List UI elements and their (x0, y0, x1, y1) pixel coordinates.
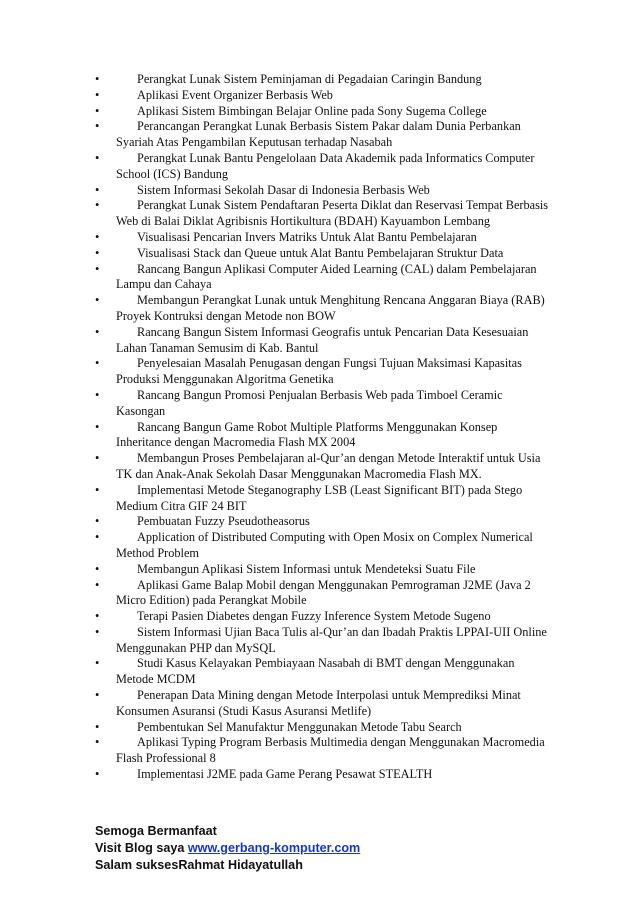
list-item-text: Aplikasi Event Organizer Berbasis Web (137, 87, 333, 102)
bullet-icon: • (95, 624, 100, 639)
list-item-text: Sistem Informasi Sekolah Dasar di Indonesia Berbasis Web (137, 182, 430, 197)
list-item-text: Aplikasi Sistem Bimbingan Belajar Online pada Sony Sugema College (137, 103, 487, 118)
list-item (95, 483, 550, 515)
list-item-text: Studi Kasus Kelayakan Pembiayaan Nasabah di BMT dengan Menggunakan Metode MCDM (116, 656, 515, 687)
bullet-icon: • (95, 72, 100, 86)
bullet-icon: • (95, 530, 100, 545)
bullet-icon: • (95, 261, 100, 276)
list-item-text: Penerapan Data Mining dengan Metode Interpolasi untuk Memprediksi Minat Konsumen Asuransi (Studi Kasus Asuransi Metlife) (116, 688, 521, 718)
bullet-icon: • (95, 735, 100, 750)
list-item-text: Pembuatan Fuzzy Pseudotheasorus (137, 514, 310, 529)
list-item-text: Perangkat Lunak Sistem Pendaftaran Peserta Diklat dan Reservasi Tempat Berbasis Web di Balai Diklat Agribisnis Hortikultura (BDAH) Kayuambon Lembang (116, 198, 549, 229)
list-item (95, 230, 550, 246)
bullet-icon: • (95, 198, 100, 213)
list-item (95, 72, 550, 88)
bullet-icon: • (95, 514, 100, 529)
bullet-icon: • (95, 87, 100, 102)
bullet-icon: • (95, 419, 100, 434)
list-item (95, 198, 550, 230)
bullet-icon: • (95, 293, 100, 308)
list-item (95, 119, 550, 151)
bullet-icon: • (95, 119, 100, 134)
list-item-text: Visualisasi Stack dan Queue untuk Alat Bantu Pembelajaran Struktur Data (137, 245, 504, 260)
list-item (95, 562, 550, 578)
list-item-text: Membangun Proses Pembelajaran al-Qur’an dengan Metode Interaktif untuk Usia TK dan Anak-Anak Sekolah Dasar Menggunakan Macromedia Flash MX. (116, 451, 541, 481)
list-item-text: Implementasi J2ME pada Game Perang Pesawat STEALTH (137, 767, 433, 782)
bullet-icon: • (95, 767, 100, 782)
bullet-icon: • (95, 387, 100, 402)
bullet-icon: • (95, 356, 100, 371)
bullet-icon: • (95, 229, 100, 244)
list-item (95, 578, 550, 610)
footer-visit-prefix: Visit Blog saya (95, 841, 188, 855)
bullet-icon: • (95, 150, 100, 165)
bullet-icon: • (95, 688, 100, 703)
list-item-text: Rancang Bangun Sistem Informasi Geografis untuk Pencarian Data Kesesuaian Lahan Tanaman Semusim di Kab. Bantul (116, 324, 529, 355)
list-item-text: Membangun Aplikasi Sistem Informasi untuk Mendeteksi Suatu File (137, 561, 476, 576)
blog-link[interactable]: www.gerbang-komputer.com (187, 841, 361, 855)
footer-signature: Salam suksesRahmat Hidayatullah (95, 858, 303, 872)
list-item (95, 735, 550, 767)
list-item-text: Terapi Pasien Diabetes dengan Fuzzy Inference System Metode Sugeno (137, 609, 491, 624)
bullet-icon: • (95, 324, 100, 339)
list-item-text: Implementasi Metode Steganography LSB (Least Significant BIT) pada Stego Medium Citra GIF 24 BIT (116, 482, 523, 513)
bullet-icon: • (95, 451, 100, 466)
list-item-text: Perangkat Lunak Sistem Peminjaman di Pegadaian Caringin Bandung (137, 72, 482, 86)
list-item (95, 388, 550, 420)
list-item-text: Application of Distributed Computing with Open Mosix on Complex Numerical Method Problem (116, 530, 533, 560)
list-item (95, 88, 550, 104)
list-item-text: Penyelesaian Masalah Penugasan dengan Fungsi Tujuan Maksimasi Kapasitas Produksi Menggunakan Algoritma Genetika (116, 356, 522, 387)
list-item (95, 325, 550, 357)
list-item (95, 514, 550, 530)
list-item (95, 625, 550, 657)
list-item-text: Pembentukan Sel Manufaktur Menggunakan Metode Tabu Search (137, 719, 462, 734)
list-item-text: Visualisasi Pencarian Invers Matriks Untuk Alat Bantu Pembelajaran (137, 229, 477, 244)
list-item-text: Rancang Bangun Aplikasi Computer Aided Learning (CAL) dalam Pembelajaran Lampu dan Cahaya (116, 261, 537, 292)
bullet-icon: • (95, 482, 100, 497)
list-item (95, 293, 550, 325)
list-item-text: Rancang Bangun Game Robot Multiple Platforms Menggunakan Konsep Inheritance dengan Macromedia Flash MX 2004 (116, 419, 498, 450)
bullet-icon: • (95, 609, 100, 624)
list-item-text: Sistem Informasi Ujian Baca Tulis al-Qur’an dan Ibadah Praktis LPPAI-UII Online Menggunakan PHP dan MySQL (116, 624, 547, 655)
list-item (95, 262, 550, 294)
bullet-icon: • (95, 656, 100, 671)
list-item (95, 688, 550, 720)
list-item (95, 530, 550, 562)
list-item (95, 767, 550, 783)
bullet-icon: • (95, 245, 100, 260)
topic-list (95, 72, 550, 783)
list-item (95, 720, 550, 736)
list-item (95, 356, 550, 388)
bullet-icon: • (95, 103, 100, 118)
list-item-text: Perangkat Lunak Bantu Pengelolaan Data Akademik pada Informatics Computer School (ICS) Bandung (116, 150, 535, 181)
list-item (95, 420, 550, 452)
bullet-icon: • (95, 577, 100, 592)
list-item-text: Rancang Bangun Promosi Penjualan Berbasis Web pada Timboel Ceramic Kasongan (116, 387, 503, 418)
list-item (95, 609, 550, 625)
list-item-text: Membangun Perangkat Lunak untuk Menghitung Rencana Anggaran Biaya (RAB) Proyek Kontruksi dengan Metode non BOW (116, 293, 545, 323)
footer-greeting: Semoga Bermanfaat (95, 824, 217, 838)
bullet-icon: • (95, 719, 100, 734)
list-item (95, 151, 550, 183)
footer (95, 823, 360, 874)
list-item (95, 183, 550, 199)
list-item (95, 451, 550, 483)
list-item-text: Aplikasi Game Balap Mobil dengan Menggunakan Pemrograman J2ME (Java 2 Micro Edition) pada Perangkat Mobile (116, 577, 531, 608)
list-item-text: Perancangan Perangkat Lunak Berbasis Sistem Pakar dalam Dunia Perbankan Syariah Atas Pengambilan Keputusan terhadap Nasabah (116, 119, 521, 150)
footer-visit-line (95, 840, 360, 857)
list-item (95, 656, 550, 688)
bullet-icon: • (95, 561, 100, 576)
list-item (95, 104, 550, 120)
list-item-text: Aplikasi Typing Program Berbasis Multimedia dengan Menggunakan Macromedia Flash Professional 8 (116, 735, 545, 766)
list-item (95, 246, 550, 262)
bullet-icon: • (95, 182, 100, 197)
